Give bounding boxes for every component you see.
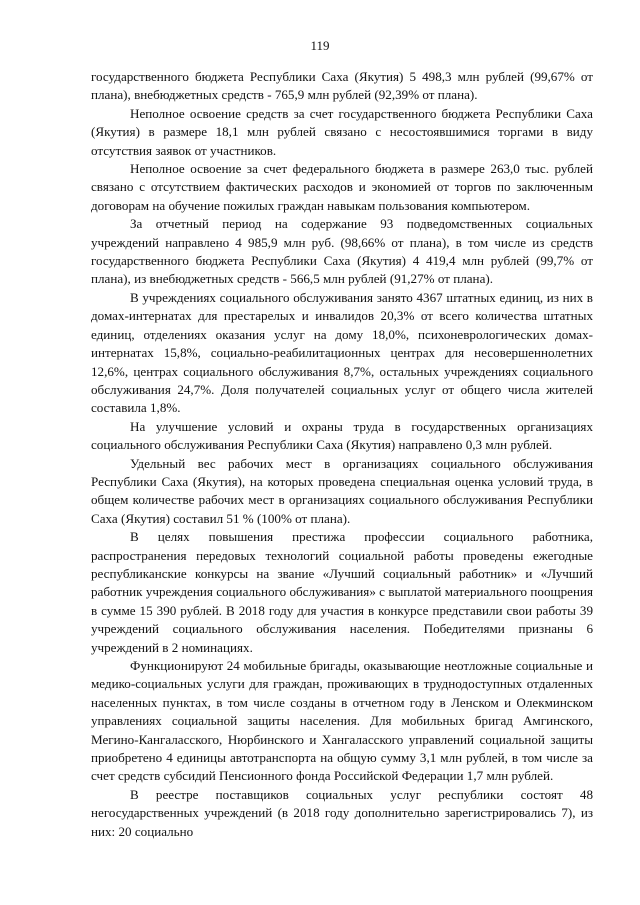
- paragraph-federal-budget-underspend: Неполное освоение за счет федерального бюджета в размере 263,0 тыс. рублей связано с отсутствием фактических расходов и экономией от торгов по заключенным договорам на обучение пожилых граждан навыкам пользования компьютером.: [91, 161, 593, 213]
- paragraph-professional-contests: В целях повышения престижа профессии социального работника, распространения передовых технологий социальной работы проведены ежегодные республиканские конкурсы на звание «Лучший социальный работник» и «Лучший работник учреждения социального обслуживания» с выплатой материального поощрения в сумме 15 390 рублей. В 2018 году для участия в конкурсе представили свои работы 39 учреждений социального обслуживания населения. Победителями признаны 6 учреждений в 2 номинациях.: [91, 529, 593, 655]
- paragraph-provider-registry: В реестре поставщиков социальных услуг республики состоят 48 негосударственных учреждений (в 2018 году дополнительно зарегистрировались 7), из них: 20 социально: [91, 786, 593, 839]
- paragraph-labor-safety: На улучшение условий и охраны труда в государственных организациях социального обслуживания Республики Саха (Якутия) направлено 0,3 млн рублей.: [91, 418, 593, 453]
- paragraph-staff-units: В учреждениях социального обслуживания занято 4367 штатных единиц, из них в домах-интернатах для престарелых и инвалидов 20,3% от всего количества штатных единиц, отделениях оказания услуг на дому 18,0%, психоневрологических домах-интернатах 15,8%, социально-реабилитационных центрах для несовершеннолетних 12,6%, центрах социального обслуживания 8,7%, остальных учреждениях социального обслуживания 24,7%. Доля получателей социальных услуг от общего числа жителей составила 1,8%.: [91, 289, 593, 416]
- paragraph-institutions-funding: За отчетный период на содержание 93 подведомственных социальных учреждений направлено 4 985,9 млн руб. (98,66% от плана), в том числе из средств государственного бюджета Республики Саха (Якутия) 4 419,4 млн рублей (99,7% от плана), из внебюджетных средств - 566,5 млн рублей (91,27% от плана).: [91, 216, 593, 287]
- paragraph-state-budget-underspend: Неполное освоение средств за счет государственного бюджета Республики Саха (Якутия) в размере 18,1 млн рублей связано с несостоявшимися торгами в виду отсутствия заявок от участников.: [91, 105, 593, 158]
- page-number: 119: [310, 38, 330, 53]
- paragraph-budget-execution-continued: государственного бюджета Республики Саха (Якутия) 5 498,3 млн рублей (99,67% от плана), внебюджетных средств - 765,9 млн рублей (92,39% от плана).: [91, 69, 593, 103]
- paragraph-workplace-assessment: Удельный вес рабочих мест в организациях социального обслуживания Республики Саха (Якутия), на которых проведена специальная оценка условий труда, в общем количестве рабочих мест в организациях социального обслуживания Республики Саха (Якутия) составил 51 % (100% от плана).: [91, 455, 593, 526]
- paragraph-mobile-teams: Функционируют 24 мобильные бригады, оказывающие неотложные социальные и медико-социальных услуги для граждан, проживающих в труднодоступных отдаленных населенных пунктах, в том числе созданы в отчетном году в Ленском и Олекминском управлениях социальной защиты населения. Для мобильных бригад Амгинского, Мегино-Кангаласского, Нюрбинского и Хангаласского управлений социальной защиты приобретено 4 единицы автотранспорта на общую сумму 3,1 млн рублей, в том числе за счет средств субсидий Пенсионного фонда Российской Федерации 1,7 млн рублей.: [91, 658, 593, 784]
- body-text: [91, 68, 593, 841]
